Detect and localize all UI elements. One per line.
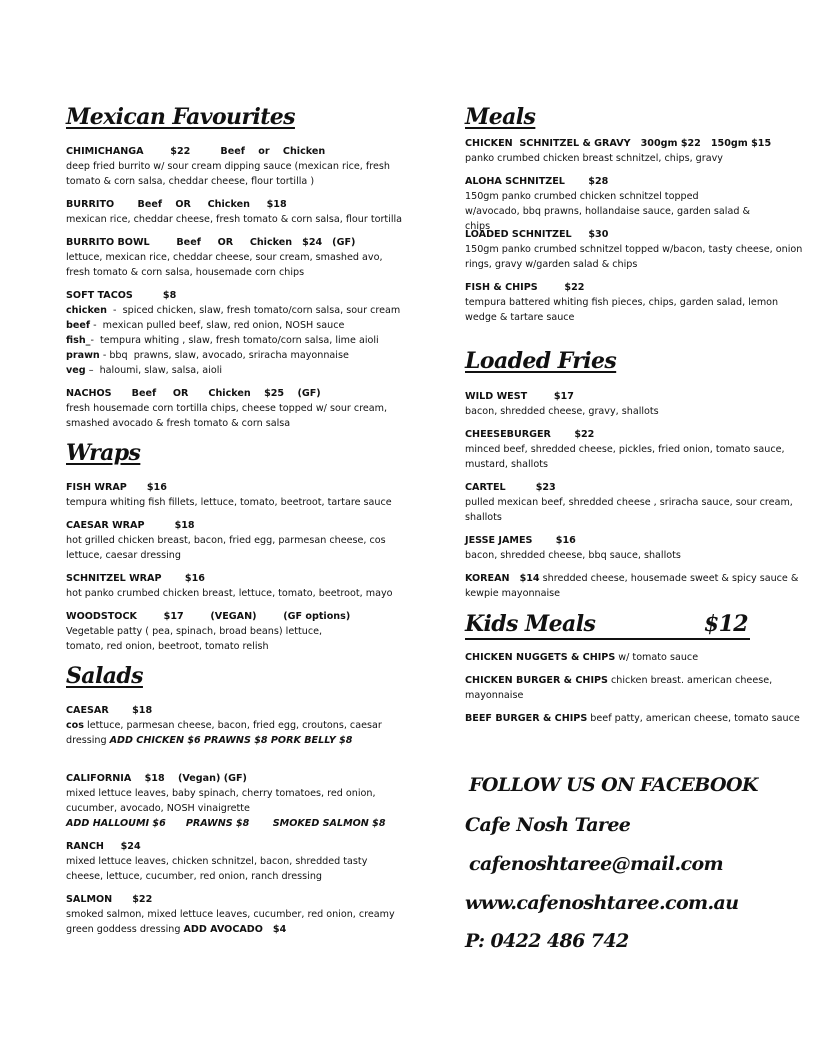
item-title: CAESAR $18 <box>66 705 153 716</box>
item-title: FISH & CHIPS $22 <box>465 282 585 293</box>
item-extra: ADD CHICKEN $6 PRAWNS $8 PORK BELLY $8 <box>109 735 353 746</box>
menu-item-ranch-salad <box>66 839 396 884</box>
menu-item-chimichanga <box>66 144 422 189</box>
taco-row-fish <box>66 333 426 348</box>
item-title: SOFT TACOS $8 <box>66 290 177 301</box>
item-title: CHICKEN NUGGETS & CHIPS <box>465 652 616 663</box>
menu-item-jesse-james <box>465 533 815 563</box>
item-title: RANCH $24 <box>66 841 141 852</box>
item-title: BURRITO BOWL Beef OR Chicken $24 (GF) <box>66 237 356 248</box>
menu-item-fish-and-chips <box>465 280 800 325</box>
item-desc: hot grilled chicken breast, bacon, fried egg, parmesan cheese, cos lettuce, caesar dressing <box>66 535 386 561</box>
item-desc: w/ tomato sauce <box>615 652 699 663</box>
phone-number: P: 0422 486 742 <box>465 930 629 952</box>
item-label: cos <box>66 720 84 731</box>
menu-item-aloha-schnitzel <box>465 174 750 234</box>
section-heading-wraps: Wraps <box>66 440 141 466</box>
item-title: CHIMICHANGA $22 Beef or Chicken <box>66 146 326 157</box>
item-desc: Vegetable patty ( pea, spinach, broad beans) lettuce, tomato, red onion, beetroot, tomato relish <box>66 626 323 652</box>
menu-item-chicken-burger <box>465 673 810 703</box>
item-desc: chicken breast. american cheese, mayonnaise <box>465 675 773 701</box>
item-title: BURRITO Beef OR Chicken $18 <box>66 199 287 210</box>
item-desc: hot panko crumbed chicken breast, lettuce, tomato, beetroot, mayo <box>66 588 393 599</box>
menu-item-fish-wrap <box>66 480 426 510</box>
taco-text: - tempura whiting , slaw, fresh tomato/corn salsa, lime aioli <box>90 335 379 346</box>
item-title: JESSE JAMES $16 <box>465 535 576 546</box>
item-title: CHICKEN SCHNITZEL & GRAVY 300gm $22 150gm $15 <box>465 138 772 149</box>
item-desc: panko crumbed chicken breast schnitzel, chips, gravy <box>465 153 723 164</box>
taco-text: - mexican pulled beef, slaw, red onion, NOSH sauce <box>90 320 345 331</box>
item-title: SALMON $22 <box>66 894 153 905</box>
item-desc <box>66 718 411 748</box>
item-desc: minced beef, shredded cheese, pickles, fried onion, tomato sauce, mustard, shallots <box>465 444 785 470</box>
item-title: LOADED SCHNITZEL $30 <box>465 229 609 240</box>
item-desc-text: smoked salmon, mixed lettuce leaves, cucumber, red onion, creamy green goddess dressing <box>66 909 395 935</box>
taco-text: - bbq prawns, slaw, avocado, sriracha mayonnaise <box>99 350 349 361</box>
item-title: ALOHA SCHNITZEL $28 <box>465 176 609 187</box>
taco-row-beef <box>66 318 426 333</box>
taco-label: prawn <box>66 350 100 361</box>
item-desc: shredded cheese, housemade sweet & spicy sauce & kewpie mayonnaise <box>465 573 799 599</box>
item-desc: fresh housemade corn tortilla chips, cheese topped w/ sour cream, smashed avocado & fresh tomato & corn salsa <box>66 403 388 429</box>
item-desc-text: lettuce, parmesan cheese, bacon, fried egg, croutons, caesar dressing <box>66 720 382 746</box>
item-title: FISH WRAP $16 <box>66 482 167 493</box>
item-desc: mixed lettuce leaves, chicken schnitzel, bacon, shredded tasty cheese, lettuce, cucumber, red onion, ranch dressing <box>66 856 368 882</box>
kids-price: $12 <box>703 611 748 637</box>
menu-item-chicken-nuggets <box>465 650 815 665</box>
menu-item-cheeseburger <box>465 427 805 472</box>
kids-heading-text: Kids Meals <box>465 611 596 637</box>
website-url[interactable]: www.cafenoshtaree.com.au <box>465 892 739 914</box>
item-title: CHEESEBURGER $22 <box>465 429 595 440</box>
item-title: WOODSTOCK $17 (VEGAN) (GF options) <box>66 611 351 622</box>
taco-row-chicken <box>66 303 426 318</box>
item-desc: mexican rice, cheddar cheese, fresh tomato & corn salsa, flour tortilla <box>66 214 403 225</box>
taco-row-prawn <box>66 348 426 363</box>
section-heading-kids-meals <box>465 611 750 640</box>
item-desc: 150gm panko crumbed chicken schnitzel topped w/avocado, bbq prawns, hollandaise sauce, garden salad & chips <box>465 191 750 232</box>
item-desc: 150gm panko crumbed schnitzel topped w/bacon, tasty cheese, onion rings, gravy w/garden salad & chips <box>465 244 803 270</box>
taco-label: beef <box>66 320 91 331</box>
item-extra: ADD HALLOUMI $6 PRAWNS $8 SMOKED SALMON $8 <box>66 818 386 829</box>
item-title: SCHNITZEL WRAP $16 <box>66 573 205 584</box>
menu-item-beef-burger <box>465 711 805 726</box>
item-desc: beef patty, american cheese, tomato sauce <box>587 713 800 724</box>
taco-row-veg <box>66 363 426 378</box>
item-desc <box>66 907 411 937</box>
item-title: BEEF BURGER & CHIPS <box>465 713 588 724</box>
item-title: CALIFORNIA $18 (Vegan) (GF) <box>66 773 247 784</box>
menu-item-salmon-salad <box>66 892 411 937</box>
section-heading-meals: Meals <box>465 104 536 130</box>
item-desc: mixed lettuce leaves, baby spinach, cherry tomatoes, red onion, cucumber, avocado, NOSH vinaigrette <box>66 788 376 814</box>
menu-item-nachos <box>66 386 411 431</box>
menu-item-burrito <box>66 197 426 227</box>
taco-label: veg <box>66 365 86 376</box>
item-title: CHICKEN BURGER & CHIPS <box>465 675 608 686</box>
taco-label: fish_ <box>66 335 91 346</box>
menu-item-wild-west <box>465 389 815 419</box>
section-heading-loaded-fries: Loaded Fries <box>465 348 617 374</box>
email-address[interactable]: cafenoshtaree@mail.com <box>469 853 724 875</box>
item-desc: pulled mexican beef, shredded cheese , sriracha sauce, sour cream, shallots <box>465 497 793 523</box>
item-desc: bacon, shredded cheese, gravy, shallots <box>465 406 659 417</box>
menu-item-cartel <box>465 480 805 525</box>
cafe-name: Cafe Nosh Taree <box>465 814 631 836</box>
item-title: KOREAN $14 <box>465 573 540 584</box>
item-desc: tempura whiting fish fillets, lettuce, tomato, beetroot, tartare sauce <box>66 497 392 508</box>
taco-text: - spiced chicken, slaw, fresh tomato/corn salsa, sour cream <box>106 305 401 316</box>
menu-item-caesar-salad <box>66 703 411 748</box>
menu-item-soft-tacos <box>66 288 426 378</box>
item-extra: ADD AVOCADO $4 <box>183 924 287 935</box>
item-title: CAESAR WRAP $18 <box>66 520 195 531</box>
item-title: WILD WEST $17 <box>465 391 574 402</box>
menu-item-chicken-schnitzel <box>465 136 815 166</box>
menu-item-burrito-bowl <box>66 235 406 280</box>
item-desc: bacon, shredded cheese, bbq sauce, shallots <box>465 550 681 561</box>
follow-us-facebook: FOLLOW US ON FACEBOOK <box>469 774 758 796</box>
item-title: CARTEL $23 <box>465 482 556 493</box>
menu-item-woodstock <box>66 609 351 654</box>
menu-item-schnitzel-wrap <box>66 571 426 601</box>
taco-text: – haloumi, slaw, salsa, aioli <box>85 365 223 376</box>
menu-item-california-salad <box>66 771 396 831</box>
section-heading-salads: Salads <box>66 663 143 689</box>
taco-label: chicken <box>66 305 107 316</box>
item-desc: deep fried burrito w/ sour cream dipping sauce (mexican rice, fresh tomato & corn salsa, cheddar cheese, flour tortilla ) <box>66 161 390 187</box>
item-desc: lettuce, mexican rice, cheddar cheese, sour cream, smashed avo, fresh tomato & corn salsa, housemade corn chips <box>66 252 383 278</box>
menu-item-loaded-schnitzel <box>465 227 810 272</box>
menu-item-korean <box>465 571 815 601</box>
section-heading-mexican: Mexican Favourites <box>66 104 295 130</box>
item-title: NACHOS Beef OR Chicken $25 (GF) <box>66 388 321 399</box>
menu-item-caesar-wrap <box>66 518 406 563</box>
item-desc: tempura battered whiting fish pieces, chips, garden salad, lemon wedge & tartare sauce <box>465 297 779 323</box>
